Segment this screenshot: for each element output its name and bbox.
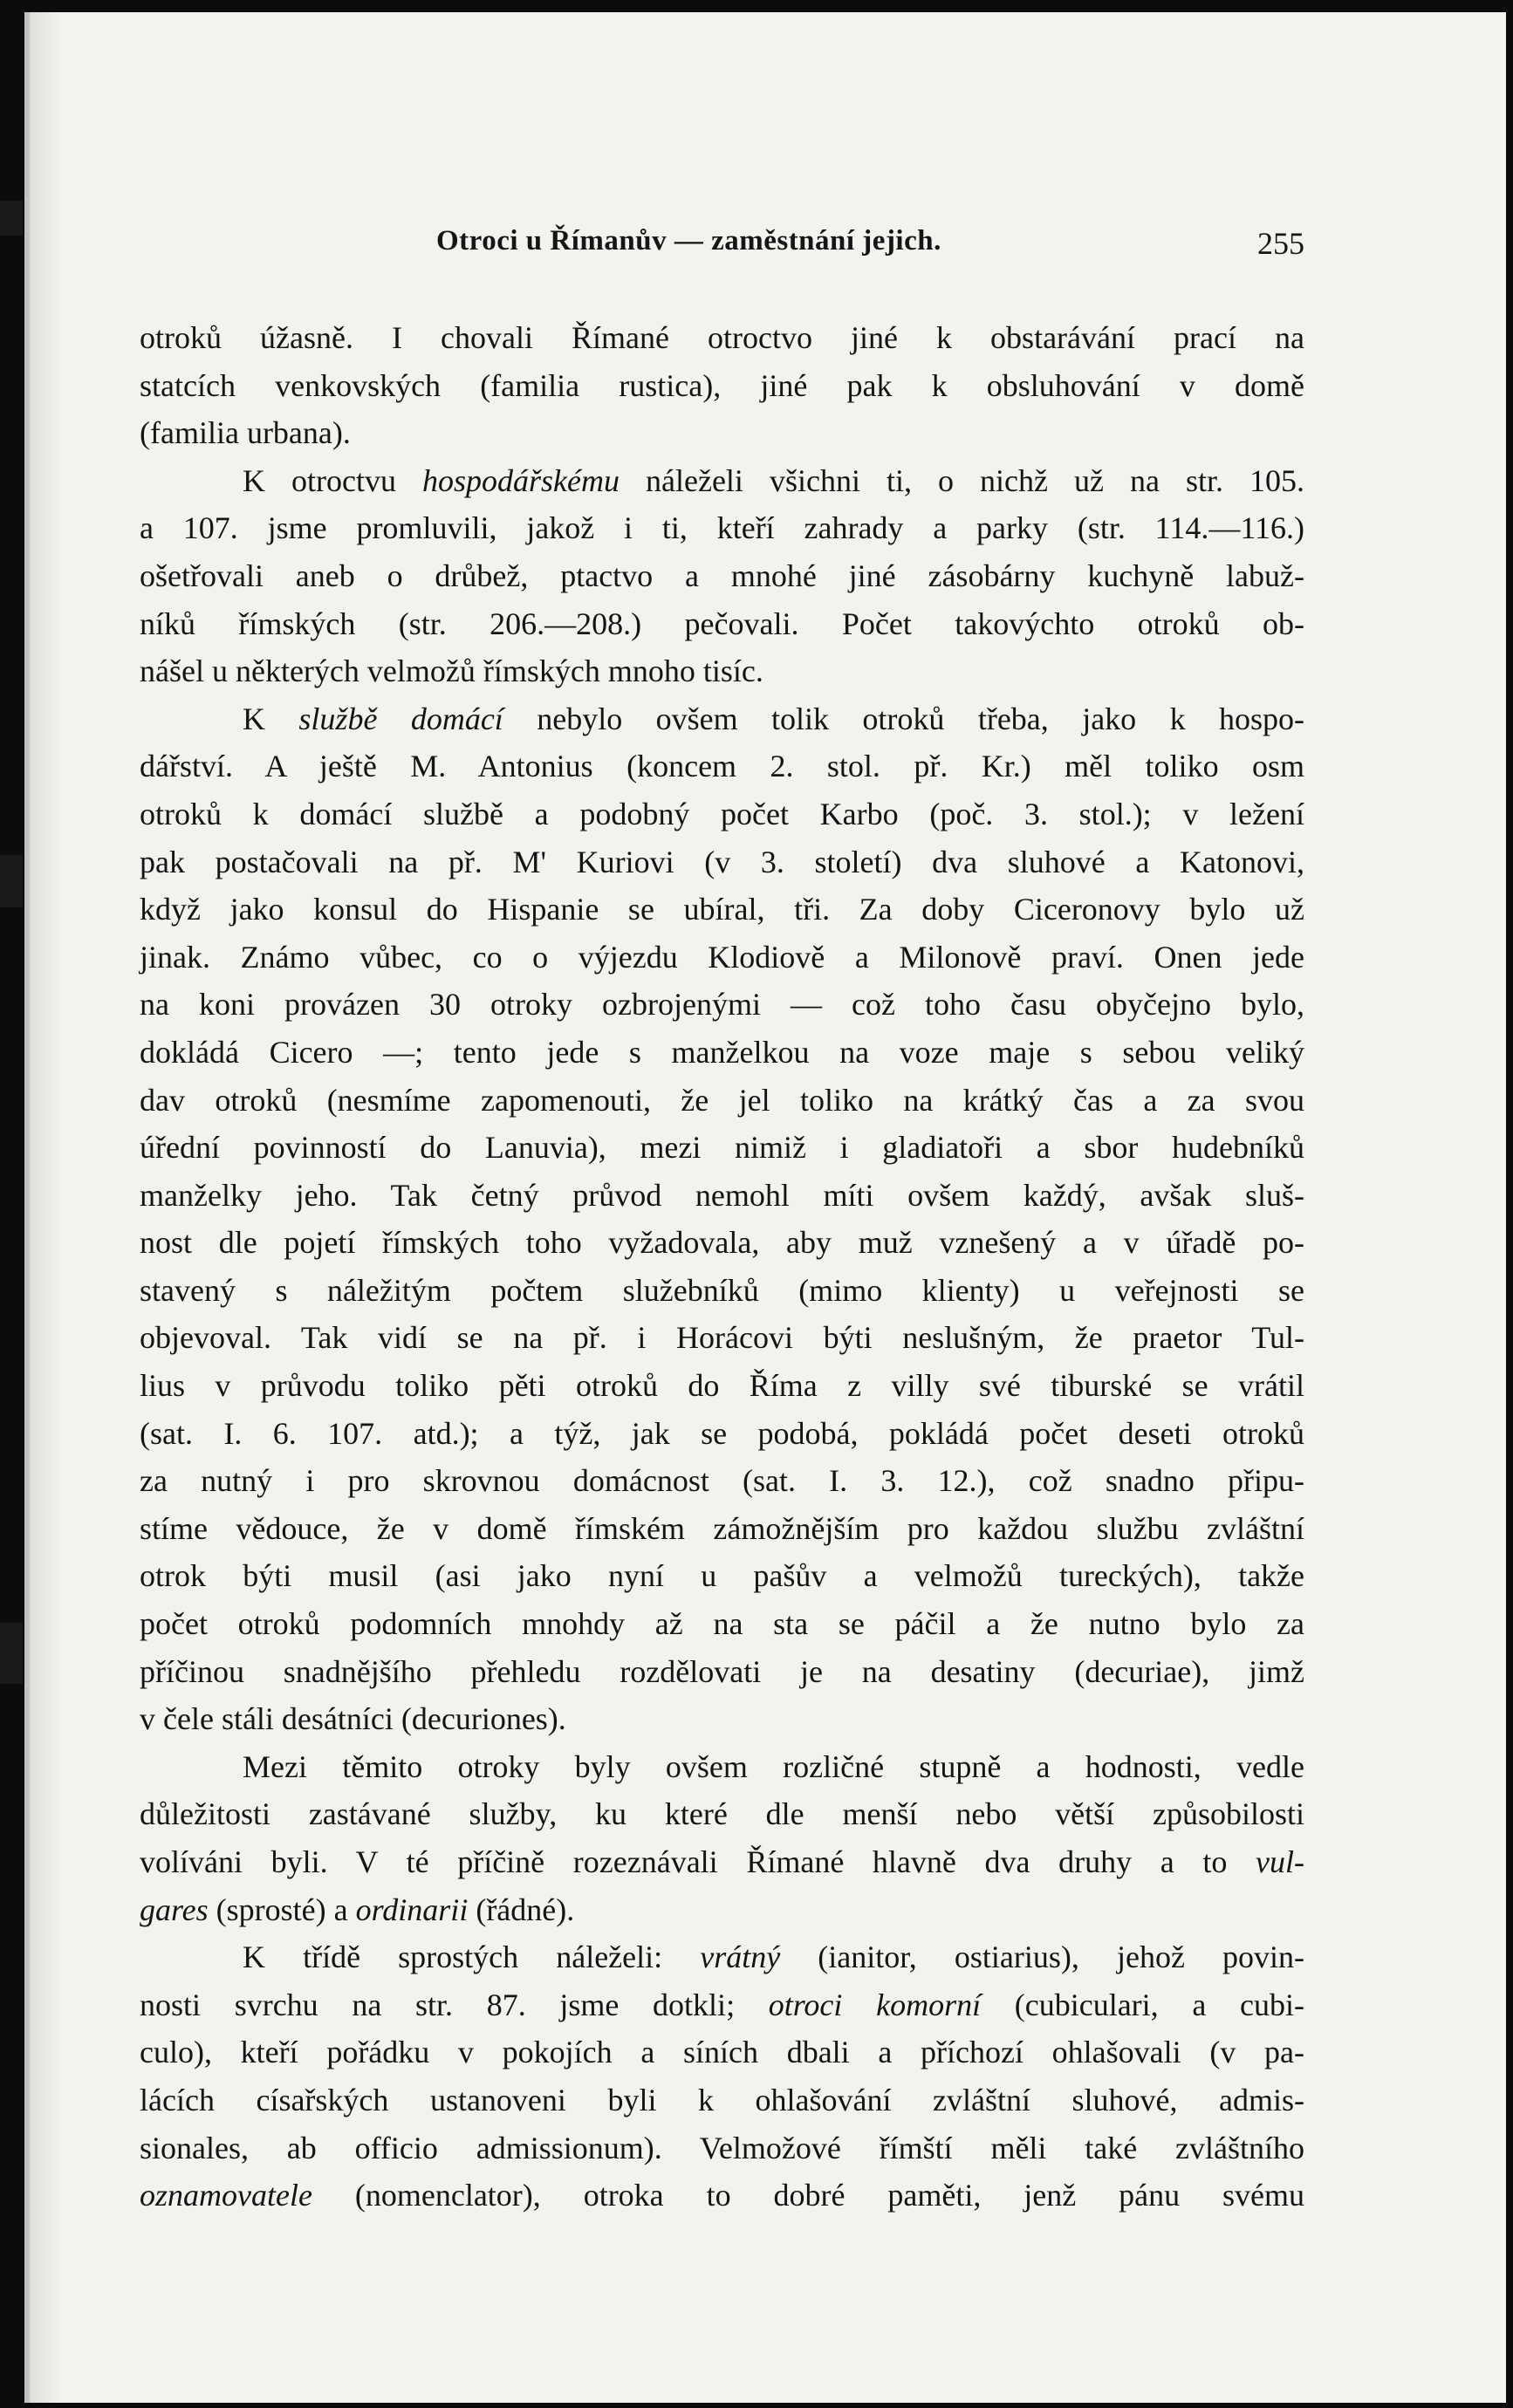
text-line: volíváni byli. V té příčině rozeznávali Římané hlavně dva druhy a to vul- xyxy=(140,1844,1304,1879)
text-line: v čele stáli desátníci (decuriones). xyxy=(140,1701,566,1737)
page-number: 255 xyxy=(1257,226,1304,261)
text-line: gares (sprosté) a ordinarii (řádné). xyxy=(140,1892,575,1927)
text-line: otroků úžasně. I chovali Římané otroctvo jiné k obstarávání prací na xyxy=(140,320,1304,355)
text-line: příčinou snadnějšího přehledu rozdělovati je na desatiny (decuriae), jimž xyxy=(140,1653,1304,1689)
text-line: objevoval. Tak vidí se na př. i Horácovi býti neslušným, že praetor Tul- xyxy=(140,1320,1304,1356)
text-line: otrok býti musil (asi jako nyní u pašův a velmožů tureckých), takže xyxy=(140,1558,1304,1594)
text-line: statcích venkovských (familia rustica), jiné pak k obsluhování v domě xyxy=(140,367,1304,403)
text-line: sionales, ab officio admissionum). Velmožové římští měli také zvláštního xyxy=(140,2130,1304,2165)
text-line: lácích císařských ustanoveni byli k ohlašování zvláštní sluhové, admis- xyxy=(140,2082,1304,2117)
binding-shadow xyxy=(24,12,59,2403)
text-line: stavený s náležitým počtem služebníků (mimo klienty) u veřejnosti se xyxy=(140,1272,1304,1308)
text-line: oznamovatele (nomenclator), otroka to dobré paměti, jenž pánu svému xyxy=(140,2178,1304,2213)
text-line: nost dle pojetí římských toho vyžadovala, aby muž vznešený a v úřadě po- xyxy=(140,1225,1304,1261)
text-line: K třídě sprostých náleželi: vrátný (ianitor, ostiarius), jehož povin- xyxy=(243,1939,1304,1975)
text-line: nosti svrchu na str. 87. jsme dotkli; otroci komorní (cubiculari, a cubi- xyxy=(140,1987,1304,2022)
text-line: jinak. Známo vůbec, co o výjezdu Klodiově a Milonově praví. Onen jede xyxy=(140,939,1304,975)
text-line: nášel u některých velmožů římských mnoho tisíc. xyxy=(140,653,763,689)
text-line: když jako konsul do Hispanie se ubíral, tři. Za doby Ciceronovy bylo už xyxy=(140,892,1304,927)
text-line: pak postačovali na př. M' Kuriovi (v 3. století) dva sluhové a Katonovi, xyxy=(140,844,1304,879)
text-line: níků římských (str. 206.—208.) pečovali. Počet takovýchto otroků ob- xyxy=(140,605,1304,641)
running-header xyxy=(140,225,1304,277)
text-line: dokládá Cicero —; tento jede s manželkou na voze maje s sebou veliký xyxy=(140,1034,1304,1070)
text-line: (familia urbana). xyxy=(140,415,351,451)
text-line: počet otroků podomních mnohdy až na sta se páčil a že nutno bylo za xyxy=(140,1606,1304,1642)
text-line: důležitosti zastávané služby, ku které dle menší nebo větší způsobilosti xyxy=(140,1796,1304,1832)
text-line: ošetřovali aneb o drůbež, ptactvo a mnohé jiné zásobárny kuchyně labuž- xyxy=(140,558,1304,593)
text-line: na koni provázen 30 otroky ozbrojenými — což toho času obyčejno bylo, xyxy=(140,987,1304,1023)
text-line: K otroctvu hospodářskému náleželi všichni ti, o nichž už na str. 105. xyxy=(243,462,1304,498)
scan-edge-mark xyxy=(0,855,23,907)
text-line: culo), kteří pořádku v pokojích a síních dbali a příchozí ohlašovali (v pa- xyxy=(140,2035,1304,2070)
text-line: úřední povinností do Lanuvia), mezi nimiž i gladiatoři a sbor hudebníků xyxy=(140,1130,1304,1166)
text-line: Mezi těmito otroky byly ovšem rozličné stupně a hodnosti, vedle xyxy=(243,1748,1304,1784)
text-line: otroků k domácí službě a podobný počet Karbo (poč. 3. stol.); v ležení xyxy=(140,796,1304,831)
header-title: Otroci u Římanův — zaměstnání jejich. xyxy=(436,225,941,257)
text-line: lius v průvodu toliko pěti otroků do Říma z villy své tiburské se vrátil xyxy=(140,1368,1304,1404)
text-line: a 107. jsme promluvili, jakož i ti, kteří zahrady a parky (str. 114.—116.) xyxy=(140,510,1304,546)
text-line: K službě domácí nebylo ovšem tolik otroků třeba, jako k hospo- xyxy=(243,701,1304,736)
text-line: stíme vědouce, že v domě římském zámožnějším pro každou službu zvláštní xyxy=(140,1510,1304,1546)
scan-edge-mark xyxy=(0,1623,23,1684)
text-line: (sat. I. 6. 107. atd.); a týž, jak se podobá, pokládá počet deseti otroků xyxy=(140,1415,1304,1451)
text-line: za nutný i pro skrovnou domácnost (sat. I. 3. 12.), což snadno připu- xyxy=(140,1463,1304,1499)
body-text xyxy=(140,314,1304,2220)
text-line: manželky jeho. Tak četný průvod nemohl míti ovšem každý, avšak sluš- xyxy=(140,1177,1304,1213)
text-line: dářství. A ještě M. Antonius (koncem 2. stol. př. Kr.) měl toliko osm xyxy=(140,749,1304,784)
text-line: dav otroků (nesmíme zapomenouti, že jel toliko na krátký čas a za svou xyxy=(140,1082,1304,1118)
scan-edge-mark xyxy=(0,201,23,236)
